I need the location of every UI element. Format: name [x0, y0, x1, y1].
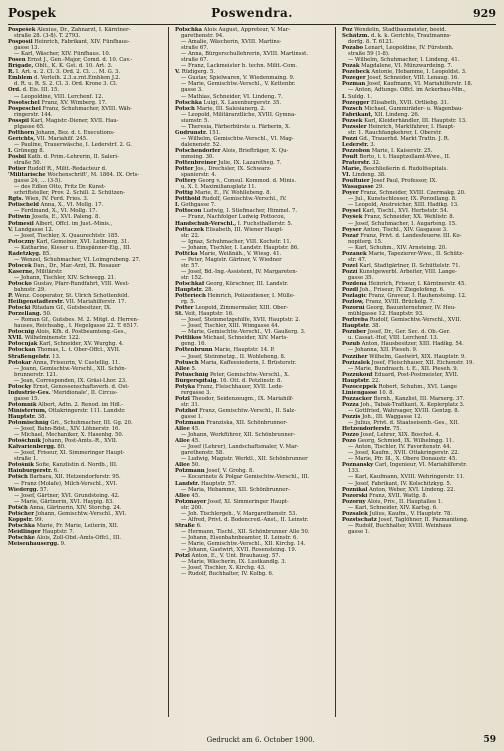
directory-entry-line: Potthorn Johann, Bez. d. t. Executions-	[8, 129, 115, 136]
print-date: Gedruckt am 6. October 1900.	[206, 736, 315, 744]
directory-entry-line: Pozza Joh., Tabak-Trafikant, X. Keplerplatz 3.	[342, 401, 465, 408]
directory-entry-line: Allee 45.	[175, 426, 200, 433]
directory-entry-line: — Marie, Gemischtw.-Verschl., VI. Gaußerg. 3.	[181, 329, 306, 336]
directory-entry-line: — Johanna, XII. Pieseh. 9.	[348, 347, 418, 354]
directory-entry-line: — Karl, Kaufmann, XVIII. Wehringerstr. 11.	[348, 474, 465, 481]
directory-entry-line: gasse 15.	[14, 395, 40, 402]
directory-entry-line: Potokar Anna, Friseurin, V. Castellig. 11.	[8, 359, 121, 366]
directory-entry-line: Heiligenstädterstr. VII. Mariahilferstr. 17.	[8, 299, 127, 306]
directory-entry-line: mühlgasse 12. Hauptstr. 93.	[348, 311, 424, 318]
directory-entry-line: Pozdl Joh., Friseur, IV. Ziegelofeng. 6.	[342, 287, 445, 294]
directory-entry-line: — Johann, Gastwirt, XVII. Rosensteing. 19.	[181, 547, 297, 554]
directory-entry-line: — Mathias, Schneider, VI. Lindeng. 7.	[181, 93, 283, 100]
directory-entry-line: straße 67.	[181, 57, 209, 64]
column-divider	[168, 27, 169, 717]
directory-entry-line: garethenstr. 58.	[181, 450, 224, 457]
directory-entry-line: Pozel Karl, Stadtgärtner, II. Schüttelstr. 71.	[342, 262, 461, 269]
directory-entry-line: Pozzo Josef, Lehrer, XIX. Boschst. 4.	[342, 432, 441, 439]
directory-entry-line: Straßengelstr. 13.	[8, 353, 61, 360]
column-right	[342, 27, 496, 717]
directory-entry-line: Pottery Georg v., Consul. Kommod. d. Minis.	[175, 178, 296, 185]
directory-entry-line: Pottenbreiner Julie, IX. Lazaretheg. 7.	[175, 160, 282, 167]
directory-entry-line: Pozo Georg, Schmied, IX. Wilhelmgg. 11.	[342, 438, 454, 445]
directory-entry-line: Ord. d. Eis. III. 15.	[8, 87, 60, 94]
directory-entry-line: Pozeger Josef, Schneider, VIII. Lenaug. 16.	[342, 75, 459, 82]
directory-entry-line: Hauptstr. 38.	[8, 414, 47, 420]
directory-entry-line: — Josef, Schuhmacher, I. Augarteng. 15.	[348, 220, 457, 227]
directory-entry-line: Potzhof Franz, Gemischtw.-Verschl., II. Salz-	[175, 407, 296, 414]
directory-entry-line: — Marie, Gärtnerin, XVI. Haypig. 83.	[14, 498, 114, 505]
directory-entry-line: Potthöld Rudolf, Gemischtw.-Verschl., IV.	[175, 196, 287, 203]
page-number: 929	[473, 7, 496, 20]
directory-entry-line: Pozlagic Franz, Graveur, I. Rauhensteing. 12.	[342, 293, 467, 300]
directory-entry-line: Emblem d. Verleih. 2.3.u.rnt.Emblem J.2.	[8, 75, 121, 82]
directory-entry-line: nopiterg. 15.	[348, 238, 383, 245]
directory-entry-line: — Josef, Steinmetzgehilfe, XVII. Hauptstr. 2.	[181, 317, 301, 324]
directory-entry-line: Pozorski Franz, XVII. Wattg. 8.	[342, 492, 428, 499]
directory-entry-line: Pospeschel Franz, Schuhmacher, XVIII. Wäh-	[8, 105, 132, 112]
directory-entry-line: Pozstschatz Josef, Taglöhner, II. Pazmaniteng.	[342, 516, 469, 523]
column-middle	[175, 27, 329, 717]
directory-entry-line: Potyka Franz, Fleischhauer, XVII. Lede-	[175, 383, 284, 390]
directory-entry-line: Poult Berto, t. t. Hauptzollamt-Wwe., II.	[342, 153, 451, 160]
directory-entry-line: — des Edlen Otto, Fritz Dr. Kunst-	[14, 184, 106, 191]
directory-entry-line: Potzl Theodor, Seidenzeugm., IX. Mariahilf-	[175, 395, 294, 402]
directory-entry-line: — Marie, Gemischtw.-Verschl., XII. Kirchg. 14.	[181, 540, 306, 547]
directory-entry-line: Bürgerspitalg. 16. Ott. d. Petzlinstr. 8.	[175, 377, 283, 384]
directory-entry-line: Pozzukonf Eduard, Post-Postmeister, XVII.	[342, 371, 459, 378]
directory-entry-line: Straße 6.	[175, 522, 202, 529]
directory-entry-line: dorfg. 8. T. 6121.	[348, 39, 394, 46]
directory-entry-line: — Hermann, Tischl., XII. Schönbrunner Alle 50.	[181, 528, 310, 535]
directory-entry-line: Allee 5.	[175, 365, 197, 372]
directory-entry-line: — Wilhelm, Schuhmacher, I. Lindeng. 41.	[348, 57, 460, 64]
directory-entry-line: — Josef, Steinmetzg., II. Wohlebeng. 8.	[181, 353, 286, 360]
directory-entry-line: Hetzendorferstr. 75.	[342, 426, 402, 433]
directory-entry-line: Potschendorfer Alois, Briefträger, X. Qu-	[175, 147, 289, 154]
directory-entry-line: — Franz (Molafe), Milch-Verschl., XVI.	[14, 480, 118, 487]
directory-entry-line: Potmesil Albert, Offcl. im Just.-Minis.,	[8, 220, 113, 227]
directory-entry-line: Potzmann Josef, V. Grohg. 8.	[175, 468, 255, 475]
directory-entry-line: straße 28. (3-8). T. 2793.	[14, 33, 81, 40]
directory-entry-line: Potschka Marie, Fr. Marie, Leiterin, XII.	[8, 522, 119, 529]
directory-entry-line: Pozebeck Antonie, Hebamme, I. Leopoldst. 3.	[342, 69, 467, 76]
directory-entry-line: Pottaczek Elisabeth, III. Wiener Haupt-	[175, 226, 284, 233]
footer-page-number: 59	[483, 735, 496, 745]
directory-entry-line: Potockan Thomas, L. t. Ober-Offcl., XVII.	[8, 347, 121, 354]
directory-entry-line: Potocki Ritadam Gf., Gutsbesitzer, IX.	[8, 305, 112, 312]
directory-entry-line: spanierstr. 4.	[181, 172, 217, 179]
column-divider	[335, 27, 336, 717]
directory-entry-line: — Rudolf, Buchhalter, IV. Kolbg. 6.	[181, 571, 274, 578]
directory-entry-line: siumstr. 5.	[181, 117, 210, 124]
directory-entry-line: Potocko Gustav, Pfarr-Rundfahrt, VIII. West-	[8, 280, 130, 287]
directory-entry-line: — Ferdinand, X., VI. Mollg. 17.	[14, 208, 98, 215]
directory-entry-line: geng. 16.	[181, 341, 207, 348]
directory-entry-line: dalenenstr. 52.	[181, 141, 221, 148]
directory-entry-line: — Marie, Bundrasch. t. E., XII. Pieseh. 9.	[348, 365, 459, 372]
directory-entry-line: Radetzkyg. 85.	[8, 250, 51, 257]
directory-entry-line: Potocek Dan., Dr., Mar.-Arzt, IX. Rosauer	[8, 262, 121, 269]
directory-entry-line: — Franz, Nachfolger Ludwig Pottocou,	[181, 214, 286, 221]
directory-entry-line: — Marie, Wäscherin, IX. Lustkandlg. 3.	[181, 559, 287, 566]
directory-entry-line: Pozak Magdalene, VI. Münzwardeing. 7.	[342, 63, 453, 70]
directory-entry-line: Pospešek Alexius, Dr., Zahnarzt, I. Kärntner-	[8, 27, 131, 33]
directory-entry-line: str. 1. Rauchfangkehrer, I. Oberstr.	[348, 129, 442, 136]
directory-entry-line: Potschka Luigi, X. Laxenburgerstr. 35.	[175, 99, 282, 106]
directory-entry-line: Poyser Anton, Tischl., XIV. Gasgasse 3.	[342, 226, 448, 233]
directory-entry-line: straße 50.	[14, 160, 42, 167]
directory-entry-line: u. X. I. Maximiliansplatz 11.	[181, 184, 257, 191]
directory-entry-line: Pozorni Georg, Bauunternehmer, IV. Heu-	[342, 305, 456, 312]
directory-entry-line: Pozsch Michael, Gummiräder- u. Wagenbau-	[342, 105, 464, 112]
directory-entry-line: Potusch Maria, Kaffeesiederin, I. Brüsterstr.	[175, 359, 297, 366]
directory-entry-line: Pozoceppek Robert, Schuhm., XVI. Lange	[342, 383, 457, 390]
directory-entry-line: Pottčka Marie, Weißnäh., V. Wiesg. 41.	[175, 250, 282, 257]
page-title: Poswendra.	[211, 6, 293, 20]
directory-entry-line: Poztreba Rudolf, Gemischtw.-Verschl., XVII.	[342, 317, 462, 324]
directory-entry-line: Pottenbrunn Marie, Hauptstr. 14. P.	[175, 347, 275, 354]
page-header	[8, 6, 496, 22]
directory-entry-line: Hauptstr. 38.	[342, 323, 381, 330]
directory-entry-line: — Johann, Werkführer, XII. Schönbrunner-	[181, 432, 296, 439]
directory-entry-line: Pozař Franz, Privt. d. Landesfeuerw. III. Ko-	[342, 232, 462, 239]
directory-entry-line: — Leopoldine, VIII. Lerchenf. 12.	[14, 93, 104, 100]
directory-entry-line: — Leopold, Militärarztliche, XVIII. Gymna-	[181, 111, 296, 118]
header-rule	[8, 24, 496, 25]
directory-entry-line: Potomischnig Gri., Schuhmacher, III. Gg. 20.	[8, 420, 133, 427]
directory-entry-line: — Joh. Tischlergeh., V. Margarethenstr. 53.	[181, 510, 298, 517]
directory-entry-line: — Josef, Tischler, X. Kirchg. 43.	[181, 565, 266, 572]
directory-entry-line: Landstr. Hauptstr. 57.	[175, 480, 237, 487]
directory-entry-line: Potschka Alois August, Appreteur, V. Mar-	[175, 27, 291, 33]
page-footer	[8, 735, 496, 745]
directory-entry-line: Potšcher Johann, Gemischtw.-Verschl., XVI.	[8, 510, 127, 517]
directory-entry-line: — Karl, Schneider, XIV. Karlsg. 6.	[348, 504, 438, 511]
directory-entry-line: Posspil Karl, Magistr.-Diener, XVII. Hau-	[8, 117, 119, 124]
directory-entry-line: — Johann, Tischler, I. Landstr. Hauptstr. 86.	[181, 244, 299, 251]
directory-entry-line: rg. 5.	[181, 299, 196, 306]
directory-entry-line: Potošnik Sofie, Kanzlistin d. Nordb., III.	[8, 462, 118, 469]
directory-entry-line: straße 1.	[14, 456, 38, 463]
directory-entry-line: V. Landgasse 12.	[8, 226, 54, 233]
directory-entry-line: str. 152.	[181, 274, 203, 281]
directory-entry-line: Porzellang. 50.	[8, 311, 52, 318]
directory-entry-line: Meidlinger Hauptstr. 7.	[8, 528, 75, 535]
directory-entry-line: straße 67.	[181, 45, 209, 52]
directory-entry-line: — Josef, Kaufm., XVII. Ottakringerstr. 22.	[348, 450, 460, 457]
directory-entry-line: St. Veit, Hauptstr. 16.	[175, 311, 234, 318]
directory-entry-line: — Leopold, Anstreicher, XIII. Hadikg. 13.	[348, 202, 459, 209]
directory-entry-line: ptgasse 65.	[14, 123, 45, 130]
directory-entry-line: rergasse 3.	[181, 389, 212, 396]
directory-entry-line: Koppstr. 99.	[8, 516, 44, 523]
directory-entry-line: gasse 3.	[181, 87, 203, 94]
directory-entry-line: Kalvarienbergg. 80.	[8, 444, 66, 451]
directory-entry-line: Handschuh-Verschl., I. Fuchsthallerstr. 5.	[175, 220, 293, 227]
directory-entry-line: gasse 35.	[348, 274, 374, 281]
directory-entry-line: Potzmann Franziska, XII. Schönbrunner-	[175, 420, 288, 427]
directory-entry-line: — Josef, Tischler, X. Quaurechtstr. 185.	[14, 232, 120, 239]
directory-entry-line: ringerstr. 144.	[14, 111, 53, 118]
directory-entry-line: Marie, Beschließerin d. Rudolfsspitals.	[342, 166, 448, 173]
directory-entry-line: — Josef, Gärtner, XVI. Grundsteing. 42.	[14, 492, 120, 499]
directory-entry-line: schriftsteller, Prov. 2. Schill. 2. Schützen-	[14, 190, 125, 197]
directory-entry-line: Pozsek Karl, Kleiderhändler, III. Hauptstr. 13.	[342, 117, 467, 124]
header-left-catchword: Pospek	[8, 6, 56, 20]
directory-entry-line: Poz Wendelin, Stadtbaumeister, beeid.	[342, 27, 447, 33]
directory-entry-line: — Johann, Eisenbahnbeamter, II. Leinstr. 6.	[181, 534, 299, 541]
directory-entry-line: Allee 45.	[175, 438, 200, 445]
directory-entry-line: — Josef, Tischler, XIII. Wimgasse 44.	[181, 323, 280, 330]
directory-entry-line: Allee 45.	[175, 492, 200, 499]
directory-entry-line: Potšch Barbara, XII. Hetzendorferstr. 95.	[8, 474, 121, 481]
directory-entry-line: — Rudolf, Buchhalter, XVIII. Weinhaus	[348, 522, 452, 529]
directory-entry-line: str. 22.	[181, 232, 200, 239]
directory-entry-line: — Marie, Pfr. Ill., X. Obere Donaustr. 45.	[348, 456, 458, 463]
directory-entry-line: Potzl Anton, E., V. Unt. Brauhausg. 57.	[175, 553, 281, 560]
directory-entry-line: Potschke Alois, Zoll-Obd.-Amts-Offcl., III.	[8, 534, 122, 541]
directory-entry-line: Liniengasse 10. 8.	[342, 389, 395, 396]
directory-entry-line: V. Rüdigerg. 5.	[175, 69, 216, 76]
directory-entry-line: Pozzi Kunstgewerbl. Arbeiter, VIII. Lange-	[342, 268, 457, 275]
directory-entry-line: Pozsalek Julius, Kaufm., V. Hauptstr. 78.	[342, 510, 453, 517]
directory-entry-line: garethenstr. 94.	[181, 33, 224, 40]
directory-entry-line: bahnstr. 29.	[14, 287, 46, 294]
directory-entry-line: — Josef, Bahn-Bdst., XIV. Löhnerstr. 16.	[14, 426, 121, 433]
directory-entry-line: — Maria, Hebamme, XII. Schönbrunner-	[181, 486, 290, 493]
directory-entry-line: — Josef, Friseur, XI. Simmeringer Haupt-	[14, 450, 125, 457]
directory-entry-line: Pozlow, Franz, XVIII. Brückelg. 7.	[342, 299, 435, 306]
directory-entry-line: 'Militärische Wochenschrift', M. 1864. IX. Orts-	[8, 172, 140, 179]
directory-entry-line: R. I. Art. u. 2. Cl. 3. Ord. 2. Cl. ... M. G. 3.	[8, 69, 121, 76]
directory-entry-line: — Wilhelm, Gemischtw.-Verschl., VI. Mag-	[181, 135, 294, 142]
directory-entry-line: — Josef, Bd.-Ing.-Assistent, IV. Margareten-	[181, 268, 298, 275]
directory-entry-line: u. Cassat.-Hof, VIII. Lerchenf. 13.	[348, 335, 439, 342]
directory-entry-line: — Marie, Gemischtw.-Verschl., V. Kettenbr.	[181, 81, 296, 88]
directory-entry-line: Gudrunstr. 151.	[175, 129, 221, 136]
directory-entry-line: str. 31.	[181, 401, 200, 408]
directory-entry-line: I. Grünegg 8.	[8, 147, 45, 154]
directory-entry-line: Wasagasse 29.	[342, 184, 384, 191]
column-left	[8, 27, 162, 717]
directory-entry-line: Pozman Josef, Kaufmann, VI. Mariahilferstr. 18.	[342, 81, 473, 88]
directory-entry-line: — Franz, Lackmeister b. techn. Milit.-Com.	[181, 63, 298, 70]
directory-entry-line: Pozzi Gd., Trauerhd. Markt Trattn. J. R.	[342, 135, 450, 142]
directory-entry-line: Potščh Anna, Gärtnerin, XIV. Storchg. 24.	[8, 504, 122, 511]
directory-entry-line: Potocnig Alois, Kfh. d. Postbeamteng.-Ges.,	[8, 329, 127, 336]
directory-entry-line: Hauptstr. 28.	[175, 287, 214, 294]
directory-entry-line: Gerichts, VII. Mariahilf. 245.	[8, 135, 88, 142]
directory-entry-line: gasse 24, ... (3-5).	[14, 178, 62, 185]
directory-entry-line: Potocky Ernst, Genossenschaftsverb. d. Ost-	[8, 383, 130, 390]
directory-entry-line: Pozuber Josef, Dr., Ger. Sec. d. Ob.-Ger.	[342, 329, 451, 336]
directory-entry-line: Potocnjak Karl, Schneider, XV. Wurghg. 4.	[8, 341, 124, 348]
directory-entry-line: Schätzm. d. k. k. Gerichts, Trautmanns-	[342, 33, 452, 40]
directory-entry-line: Potischeld Anna, X., VI. Mollg. 17.	[8, 202, 104, 209]
directory-entry-line: Pozdena Heinrich, Friseur, I. Kärntnerstr. 45.	[342, 280, 467, 287]
directory-entry-line: — Anna, Bürgerschullehrerin, XVIII. Martinsst.	[181, 51, 308, 58]
directory-entry-line: I. Gothgasse 7.	[175, 202, 216, 209]
directory-entry-line: Hauptstr. 22.	[342, 377, 381, 384]
directory-entry-line: Potteriech Heinrich, Polizeidiener, I. Mülle-	[175, 293, 295, 300]
directory-entry-line: Rgts. Wien, IV. Ferd. Fries. 3.	[8, 196, 89, 203]
directory-entry-line: — Wenzel, Schuhmacher, VI. Loimgrubeng. 27.	[14, 256, 141, 263]
directory-entry-line: Fabrikant, XII. Lindeng. 26.	[342, 111, 420, 118]
directory-entry-line: Posotschel Franz, XV. Wimberg. 17.	[8, 99, 107, 106]
directory-entry-line: Industrie-Ges. 'Meridionale', II. Circus-	[8, 389, 118, 396]
directory-entry-line: Potzmayer Josef, XI. Simmeringer Haupt-	[175, 498, 289, 505]
directory-entry-line: — Gottfried, Wahrsager, XVIII. Gentzg. 8.	[348, 407, 460, 414]
directory-entry-line: I. Suldg. 1.	[342, 93, 372, 100]
directory-entry-line: — Theresia, Färberbürste u. Färberin, X.	[181, 123, 291, 130]
directory-entry-line: — Gustav, Spielwaren, V. Wiedenmaing. 9.	[181, 75, 295, 82]
directory-entry-line: Pozzobon Marie, I. Kaiserstr. 25.	[342, 147, 433, 154]
directory-entry-line: — Johann, Tischler, XIV. Schwegg. 21.	[14, 274, 116, 281]
directory-entry-line: Poyšek Franz, Schneider, XX. Wehlistr. 8.	[342, 214, 455, 221]
directory-entry-line: Meisenhausergg. 9.	[8, 540, 66, 547]
columns	[8, 27, 496, 717]
directory-entry-line: Posposil Heinrich, Fabrikant, XIV. Fünfhaus-	[8, 39, 130, 46]
directory-entry-line: str. 200.	[181, 504, 203, 511]
directory-entry-line: — Alfred, Privt. d. Bodencred.-Anst., II. Leinstr.	[181, 516, 309, 523]
directory-entry-line: — Peter, Magistr. Gärtner, V. Wiedner	[181, 256, 282, 263]
directory-entry-line: Potsch Marie, III. Salesianerg. 2.	[175, 105, 266, 112]
directory-entry-line: Pozorny Alois, Priv., II. Hauptallee 1.	[342, 498, 443, 505]
directory-entry-line: Pozziher Wilhelm, Gastwirt, XIX. Hauptstr. 9.	[342, 353, 466, 360]
directory-entry-line: — Jul., Kunstschlosser, IX. Porzellang. 8.	[348, 196, 457, 203]
directory-entry-line: — Josef, Fabrikant, IV. Kolschitzkyg. 5.	[348, 480, 452, 487]
directory-entry-line: gasse 1.	[181, 414, 203, 420]
directory-entry-line: Potiwin Josefa, E., XVI. Paleng. 8.	[8, 214, 101, 221]
directory-entry-line: Potier Rudolf R., Milit.-Redacteur d.	[8, 166, 107, 173]
directory-entry-line: brunnerstr. 121.	[14, 371, 58, 378]
directory-entry-line: VI. Lindeng. 38.	[342, 172, 386, 179]
directory-entry-line: Lederstr. 3.	[342, 141, 376, 148]
directory-entry-line: Pottocou Ludwig, I. Stiefmacher, Himmel. 7.	[175, 208, 298, 215]
directory-entry-line: 133.	[348, 468, 360, 475]
directory-entry-line: Poznikal Anton, Weber, XVI. Lindeng. 22.	[342, 486, 456, 493]
directory-entry-line: Pozabo Lenart, Leopoldine, IV. Fürstenh.	[342, 45, 454, 52]
directory-entry-line: straße 59 (1-8).	[348, 51, 390, 58]
directory-entry-line: Pozssler Heinrich, Marktfahrer, I. Haupt-	[342, 123, 455, 130]
directory-entry-line: — Amalie, Wäscherin, XVIII. Martins-	[181, 39, 282, 46]
directory-entry-line: Posbil Kath. d. Prim.-Lehrerin, II. Saleri-	[8, 153, 119, 160]
directory-entry-line: Potošchnik Johann, Post-Amts.-R., XVII.	[8, 438, 118, 445]
directory-entry-line: Pozizalek Josef, Fleischhauer, XII. Eichenstr. 19.	[342, 359, 475, 366]
directory-entry-line: Potter Leopold, Zimmermaler, XIII. Ober-	[175, 305, 289, 312]
directory-entry-line: P. Wenz. Cooperator, St. Ulrich Schottenfeld.	[8, 293, 130, 300]
directory-entry-line: Potschkaf Georg, Kürschner, III. Landstr.	[175, 280, 289, 287]
directory-entry-line: Poyer Franz, Schneider, XVIII. Czermakg. 20.	[342, 190, 466, 197]
directory-entry-line: — Katharine, Kieser u. Einspänner-Eig., III.	[14, 244, 132, 251]
directory-entry-line: Potomník Albert, Adtn. 2. Renod. im Hdl.-	[8, 401, 124, 408]
directory-entry-line: — Ignaz, Schuhmacher, VIII. Kochstr. 11.	[181, 238, 292, 245]
directory-entry-line: XVII. Wilhelminenstr. 122.	[8, 335, 81, 342]
directory-entry-line: hauses, Reichsabg., I. Hegelgasse 22. T. 6517.	[14, 323, 139, 330]
directory-entry-line: — Josef (Lehrer), Landschaftsmaler, V. Mar-	[181, 444, 299, 451]
directory-entry-line: — Karl, Schuhm., XIV. Arnsteing. 20.	[348, 244, 447, 251]
directory-entry-line: Pozegger Elisabeth, XVII. Ortliebg. 31.	[342, 99, 449, 106]
directory-entry-line: — Jean, Corresponden, IX. Gräsi-Lhor. 23.	[14, 377, 127, 384]
directory-entry-line: Potoczny Karl, Gemeiner, XVI. Leibnerg. 31.	[8, 238, 130, 245]
directory-entry-line: — Anton, Tischler, IV. Favoritenstr. 44.	[348, 444, 452, 451]
directory-entry-line: — Ludwig, Magistr. Werktl., XII. Schönbrunner	[181, 456, 308, 463]
directory-entry-line: Praterstr. 32.	[342, 160, 381, 167]
directory-entry-line: gasse 1.	[348, 528, 370, 535]
directory-entry-line: str. 47.	[348, 256, 367, 263]
directory-entry-line: — Karl, Wäscher, XIV. Fünfhaus. 10.	[14, 51, 111, 58]
directory-entry-line: Poysel Karl, Tischl., XVI. Herbststr. 54.	[342, 208, 449, 215]
directory-entry-line: Pozanek Marie, Tapezierer-Wwe., II. Schütz-	[342, 250, 464, 257]
directory-entry-line: Kaserne, Militärstr.	[8, 268, 63, 275]
directory-entry-line: Pozub Anton, Hausbesitzer, XIII. Hadikg. 54.	[342, 341, 464, 348]
directory-entry-line: — Michael, Mechaniker, X. Hasenhg. 50.	[14, 432, 124, 439]
directory-entry-line: Posen Ernst J., Gen.-Major, Comd. d. 10. Cav.-	[8, 57, 133, 64]
directory-entry-line: — Pauline, Trauerwäsche, I. Lederstrf. 2. G.	[14, 141, 132, 148]
directory-entry-line: Pottlikos Michael, Schneider, XIV. Marts-	[175, 335, 288, 342]
directory-entry-line: Potuschnig Peter, Gemischtw.-Verschl., X.	[175, 371, 290, 378]
directory-entry-line: Pozzacker Bernh., Kanzlist, III. Marxerg. 37.	[342, 395, 465, 402]
directory-entry-line: Pozzis Joh., III. Waggasse 12.	[342, 414, 423, 420]
directory-entry-line: Poultuier Josef Paul, Professor, IX.	[342, 178, 438, 185]
directory-entry-line: d. R. u. R. S. 2. Cl. 3. Ord. Krone 3. Cl.	[14, 81, 118, 88]
directory-entry-line: Poznansky Carl, Ingenieur, VI. Mariahilferstr.	[342, 462, 467, 469]
directory-entry-line: Allee 50.	[175, 462, 200, 469]
directory-entry-line: Pottig Marie, E., IV. Wohllebeng. 8.	[175, 190, 272, 197]
directory-entry-line: Ministerium, Ottakringerstr. 111. Landstr.	[8, 407, 126, 414]
directory-entry-line: — Anton, Adtungs. Offcl. im Ackerbau-Min.,	[348, 87, 466, 94]
directory-entry-line: — Julius, Privt. d. Staatseisenb.-Ges., XII.	[348, 420, 460, 427]
directory-entry-line: gasse 13.	[14, 45, 40, 52]
directory-entry-line: — Roman Gf., Gutsbes. M. 2. Mitgl. d. Herren-	[14, 317, 139, 324]
directory-entry-line: Potter Jos., Drechsler, IX. Schwarz-	[175, 166, 272, 173]
directory-entry-line: Wiedergg. 57.	[8, 486, 49, 493]
directory-entry-line: Hainburgerstr. 6.	[8, 468, 59, 475]
directory-entry-line: Brigade, Oblt., K. K. Gst. d. 10. Art. 3.	[8, 63, 113, 70]
directory-entry-line: — Joann, Gemischtw.-Verschl., XII. Schön-	[14, 365, 127, 372]
directory-entry-line: mmsing. 30.	[181, 153, 215, 160]
directory-entry-line: str. 57.	[181, 262, 200, 269]
directory-entry-line: — Kocarinete & Polgar Gemischtw.-Verschl., III.	[181, 474, 310, 481]
